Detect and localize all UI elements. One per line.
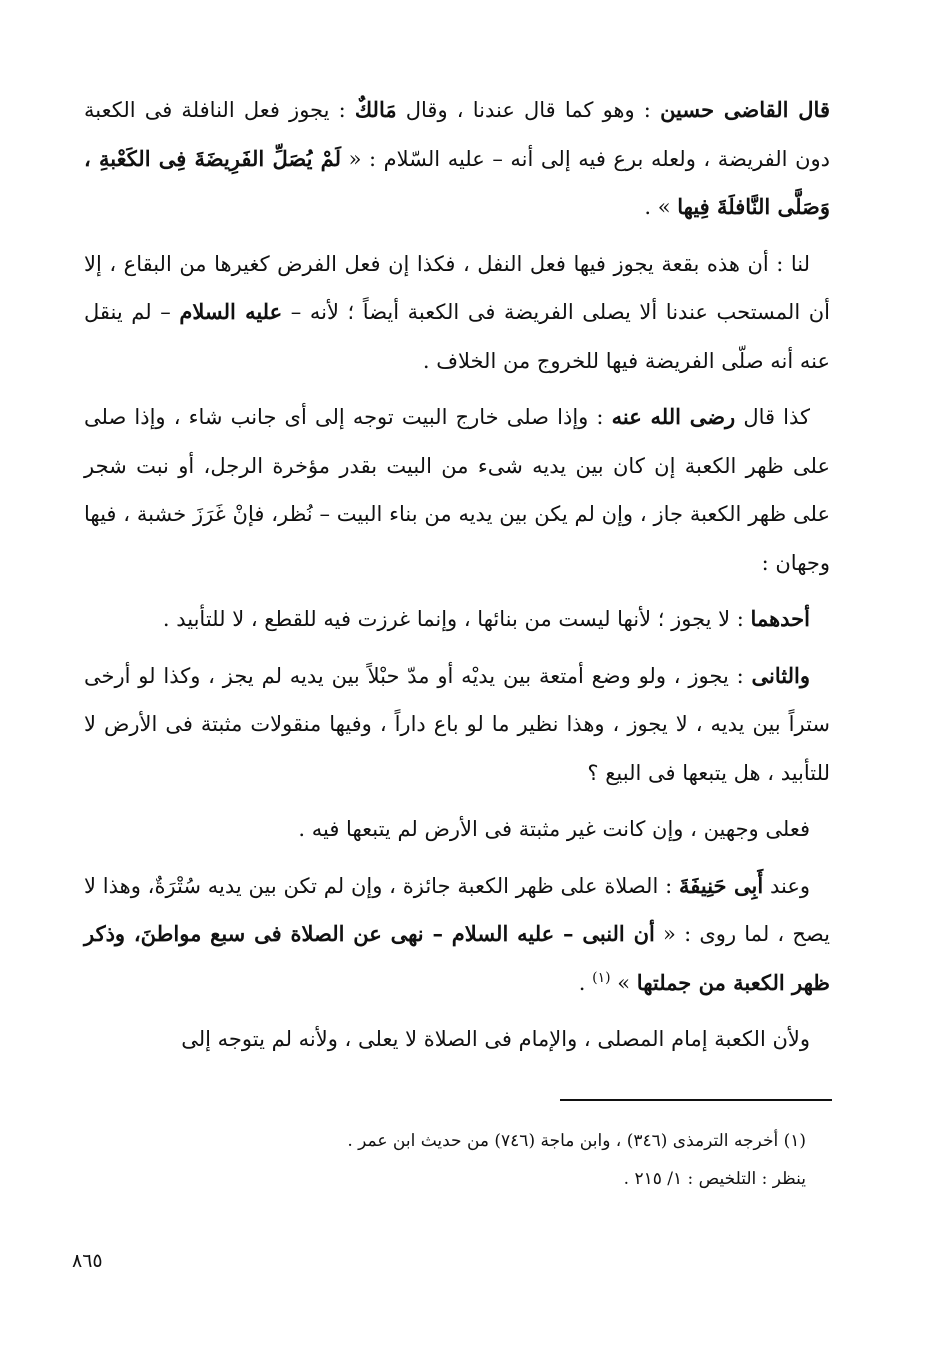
text-segment: » xyxy=(610,970,637,995)
bold-text: والثانى xyxy=(751,662,810,688)
paragraph-7 xyxy=(84,862,830,1008)
paragraph-4 xyxy=(84,595,830,644)
text-segment: : لا يجوز ؛ لأنها ليست من بنائها ، وإنما غرزت فيه للقطع ، لا للتأبيد . xyxy=(162,607,751,631)
text-segment: . xyxy=(578,970,593,995)
main-text xyxy=(84,86,830,1072)
text-segment: : وهو كما قال عندنا ، وقال xyxy=(396,98,661,122)
footnote-2: ينظر : التلخيص : ١/ ٢١٥ . xyxy=(623,1169,806,1189)
bold-text: رضى الله عنه xyxy=(611,404,736,429)
bold-text: عليه السلام xyxy=(179,299,283,324)
text-segment: ولأن الكعبة إمام المصلى ، والإمام فى الصلاة لا يعلى ، ولأنه لم يتوجه إلى xyxy=(181,1027,810,1051)
paragraph-3 xyxy=(84,393,830,587)
text-segment: : يجوز فعل النافلة فى الكعبة دون الفريضة ، ولعله برع فيه إلى أنه – عليه السّلام : « xyxy=(84,98,830,171)
paragraph-2 xyxy=(84,240,830,386)
paragraph-1 xyxy=(84,86,830,232)
paragraph-8 xyxy=(84,1015,830,1064)
text-segment: – لم ينقل عنه أنه صلّى الفريضة فيها للخروج من الخلاف . xyxy=(84,300,830,373)
paragraph-6 xyxy=(84,805,830,854)
text-segment: كذا قال xyxy=(735,405,811,429)
text-segment: فعلى وجهين ، وإن كانت غير مثبتة فى الأرض لم يتبعها فيه . xyxy=(298,817,810,841)
text-segment: : يجوز ، ولو وضع أمتعة بين يديْه أو مدّ حبْلاً بين يديه لم يجز ، وكذا لو أرخى ستراً بين يديه ، لا يجوز ، وهذا نظير ما لو باع داراً ، وفيها منقولات مثبتة فى الأرض لا للتأبيد ، هل يتبعها فى البيع ؟ xyxy=(84,663,830,785)
footnote-ref: (١) xyxy=(592,969,611,986)
text-segment: : الصلاة على ظهر الكعبة جائزة ، وإن لم تكن بين يديه سُتْرَةٌ، وهذا لا يصح ، لما روى : « xyxy=(84,873,830,946)
bold-text: قال القاضى حسين xyxy=(660,97,830,122)
bold-text: أن النبى – عليه السلام – نهى عن الصلاة فى سبع مواطنَ، وذكر ظهر الكعبة من جملتها xyxy=(84,921,830,995)
footnotes xyxy=(120,1122,806,1198)
text-segment: وعند xyxy=(763,873,810,898)
bold-text: لَمْ يُصَلِّ الفَرِيضَةَ فِى الكَعْبةِ ، وَصَلَّى النَّافلَةَ فِيها xyxy=(84,145,830,219)
page-number: ٨٦٥ xyxy=(72,1250,103,1272)
bold-text: أحدهما xyxy=(750,606,810,631)
paragraph-5 xyxy=(84,652,830,798)
bold-text: مَالكٌ xyxy=(354,97,397,122)
text-segment: » . xyxy=(644,195,678,219)
bold-text: أَبِى حَنِيفَةَ xyxy=(678,872,764,898)
footnote-1: (١) أخرجه الترمذى (٣٤٦) ، وابن ماجة (٧٤٦) من حديث ابن عمر . xyxy=(347,1131,806,1151)
text-segment: لنا : أن هذه بقعة يجوز فيها فعل النفل ، فكذا إن فعل الفرض كغيرها من البقاع ، إلا أن المستحب عندنا ألا يصلى الفريضة فى الكعبة أيضاً ؛ لأنه – xyxy=(84,251,830,324)
text-segment: : وإذا صلى خارج البيت توجه إلى أى جانب شاء ، وإذا صلى على ظهر الكعبة إن كان بين يديه شىء من البيت بقدر مؤخرة الرجل، أو نبت شجر على ظهر الكعبة جاز ، وإن لم يكن بين يديه من بناء البيت – نُظر، فإنْ غَرَزَ خشبة ، فيها وجهان : xyxy=(84,405,830,575)
footnote-separator xyxy=(560,1099,832,1101)
